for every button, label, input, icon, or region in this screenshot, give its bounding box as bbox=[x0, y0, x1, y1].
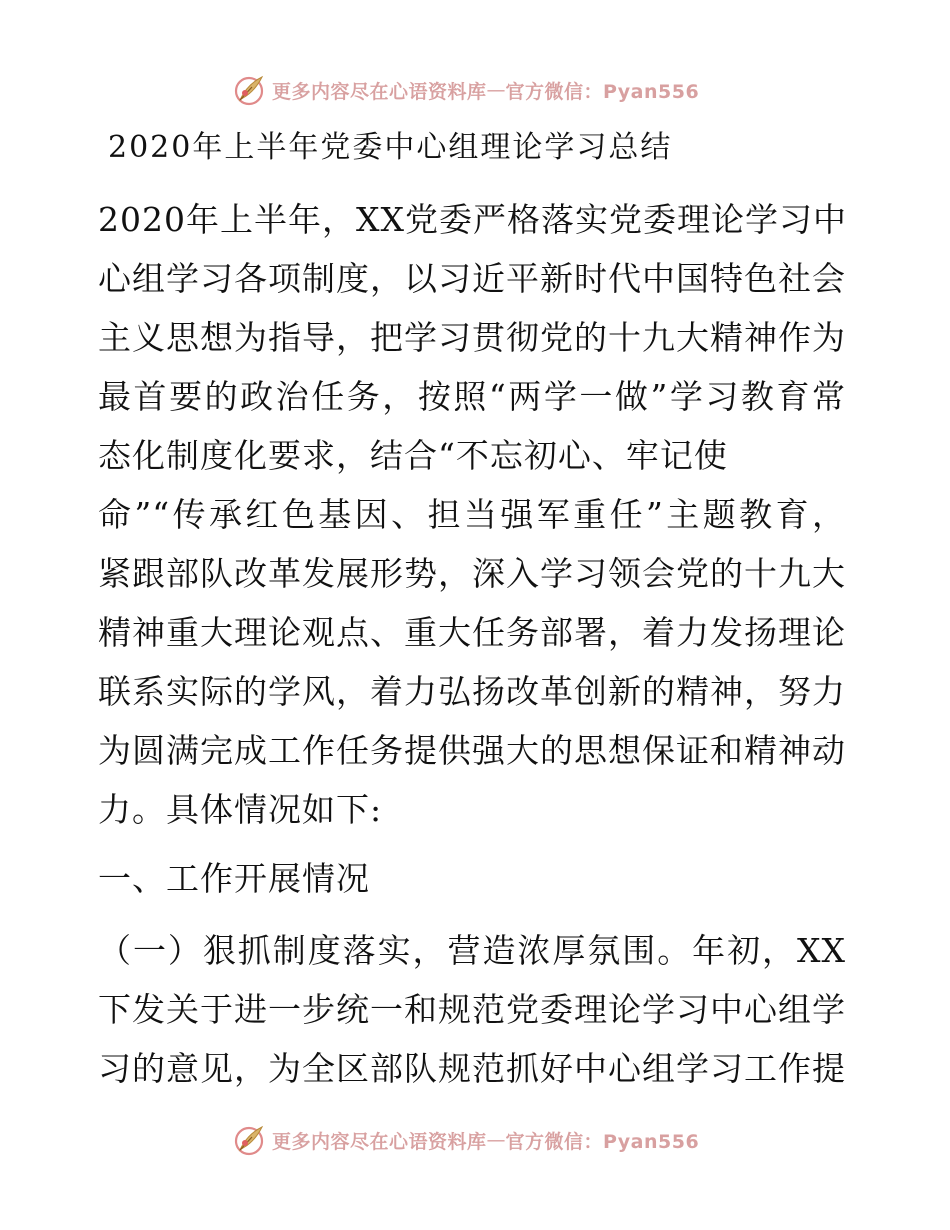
body-line: 下发关于进一步统一和规范党委理论学习中心组学 bbox=[98, 990, 846, 1029]
watermark-contact: 官方微信：Pyan556 bbox=[505, 1130, 700, 1153]
watermark-separator: — bbox=[486, 1129, 506, 1151]
body-line: 紧跟部队改革发展形势，深入学习领会党的十九大 bbox=[98, 554, 846, 593]
footer-watermark bbox=[232, 1122, 699, 1158]
body-line: 精神重大理论观点、重大任务部署，着力发扬理论 bbox=[98, 613, 846, 652]
body-line: （一）狠抓制度落实，营造浓厚氛围。年初，XX bbox=[98, 931, 846, 970]
document-title: 2020年上半年党委中心组理论学习总结 bbox=[108, 130, 673, 165]
watermark-text: 更多内容尽在心语资料库 bbox=[272, 80, 487, 103]
section-heading: 一、工作开展情况 bbox=[98, 859, 370, 898]
body-line: 为圆满完成工作任务提供强大的思想保证和精神动 bbox=[98, 731, 846, 770]
body-line: 力。具体情况如下: bbox=[98, 790, 383, 829]
body-line: 习的意见，为全区部队规范抓好中心组学习工作提 bbox=[98, 1049, 846, 1088]
feather-pen-logo-icon bbox=[232, 73, 266, 107]
body-line: 态化制度化要求，结合“不忘初心、牢记使 bbox=[98, 436, 728, 475]
watermark-separator: — bbox=[486, 79, 506, 101]
header-watermark bbox=[232, 72, 699, 108]
feather-pen-logo-icon bbox=[232, 1123, 266, 1157]
watermark-contact: 官方微信：Pyan556 bbox=[505, 80, 700, 103]
watermark-text: 更多内容尽在心语资料库 bbox=[272, 1130, 487, 1153]
body-line: 最首要的政治任务，按照“两学一做”学习教育常 bbox=[98, 377, 846, 416]
body-line: 联系实际的学风，着力弘扬改革创新的精神，努力 bbox=[98, 672, 846, 711]
body-line: 主义思想为指导，把学习贯彻党的十九大精神作为 bbox=[98, 318, 846, 357]
body-line: 命”“传承红色基因、担当强军重任”主题教育， bbox=[98, 495, 846, 534]
body-line: 心组学习各项制度，以习近平新时代中国特色社会 bbox=[98, 259, 846, 298]
body-line: 2020年上半年，XX党委严格落实党委理论学习中 bbox=[98, 200, 847, 239]
